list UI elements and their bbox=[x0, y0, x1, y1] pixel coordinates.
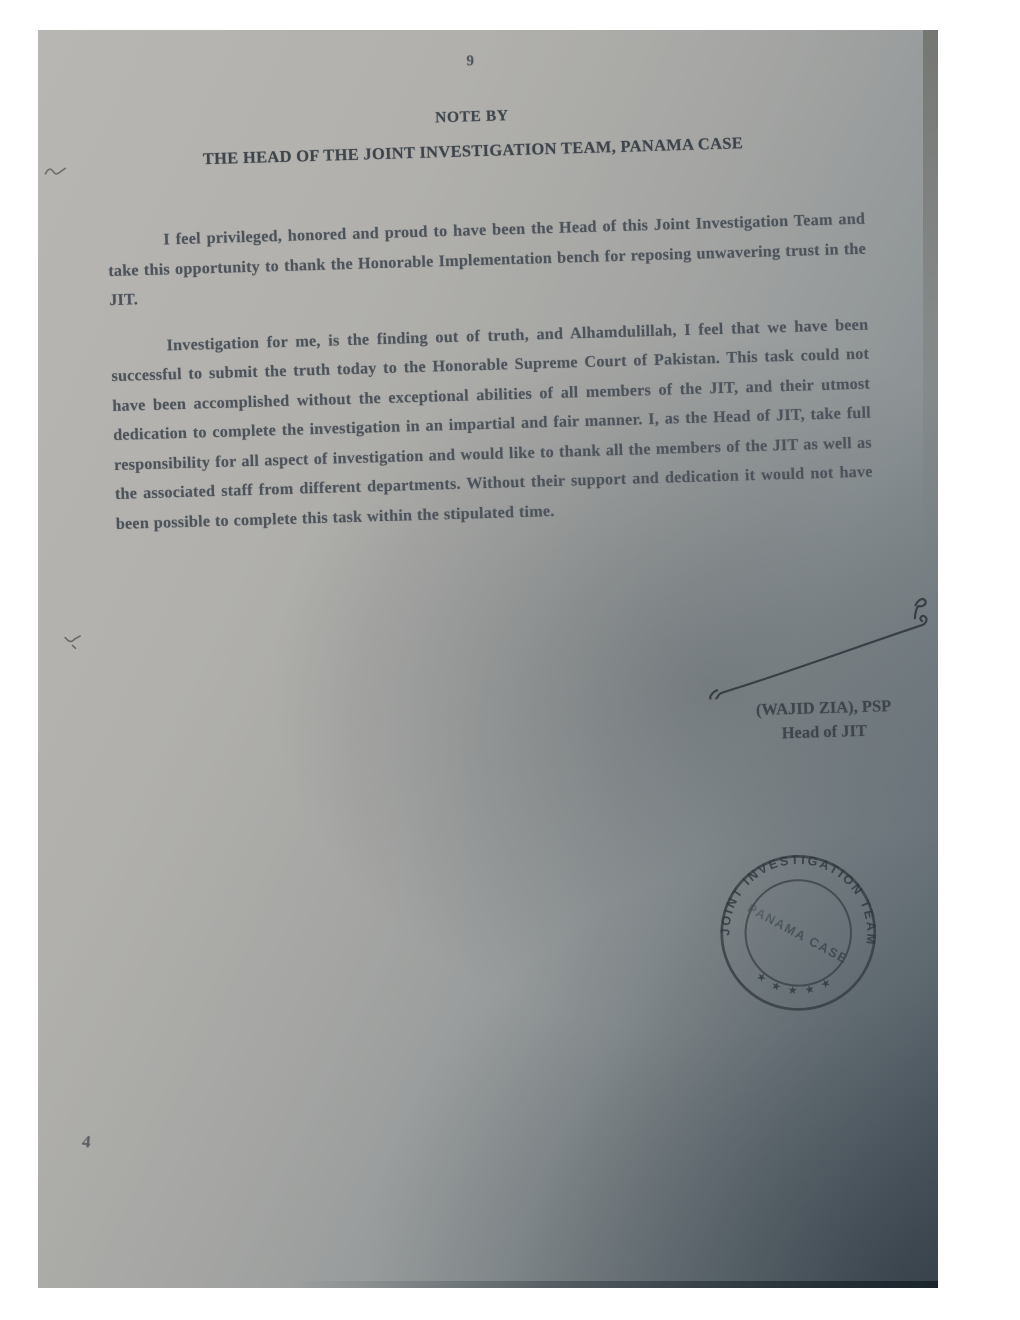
note-paragraph-1: I feel privileged, honored and proud to have been the Head of this Joint Investigation Team and take this opportunity to thank the Honorable Implementation bench for reposing unwavering trust in the JIT. bbox=[108, 209, 867, 310]
pen-mark-bottom: 4 bbox=[81, 1131, 92, 1152]
signatory-name: (WAJID ZIA), PSP bbox=[755, 696, 892, 720]
stamp-stars: ★ ★ ★ ★ ★ bbox=[753, 970, 836, 998]
note-subheading: THE HEAD OF THE JOINT INVESTIGATION TEAM, PANAMA CASE bbox=[202, 133, 744, 169]
page-number: 9 bbox=[466, 53, 475, 70]
signatory-title: Head of JIT bbox=[781, 720, 868, 743]
jit-stamp bbox=[707, 842, 889, 1024]
signature-block bbox=[703, 693, 944, 748]
note-body bbox=[107, 205, 874, 539]
scanned-page bbox=[38, 30, 938, 1288]
pen-mark-middle bbox=[63, 634, 83, 651]
pen-mark-top bbox=[43, 164, 67, 179]
page-content bbox=[20, 17, 957, 1301]
note-heading: NOTE BY bbox=[434, 107, 509, 127]
stamp-ring-text: JOINT INVESTIGATION TEAM bbox=[717, 851, 880, 948]
signature-stroke bbox=[700, 583, 943, 700]
note-paragraph-2: Investigation for me, is the finding out of truth, and Alhamdulillah, I feel that we have been successful to submit the truth today to the Honorable Supreme Court of Pakistan. This task could not have been accomplished without the exceptional abilities of all members of the JIT, and their utmost dedication to complete the investigation in an impartial and fair manner. I, as the Head of JIT, take full responsibility for all aspect of investigation and would like to thank all the members of the JIT as well as the associated staff from different departments. Without their support and dedication it would not have been possible to complete this task within the stipulated time. bbox=[111, 315, 873, 533]
stamp-center-text: PANAMA CASE bbox=[745, 900, 851, 967]
